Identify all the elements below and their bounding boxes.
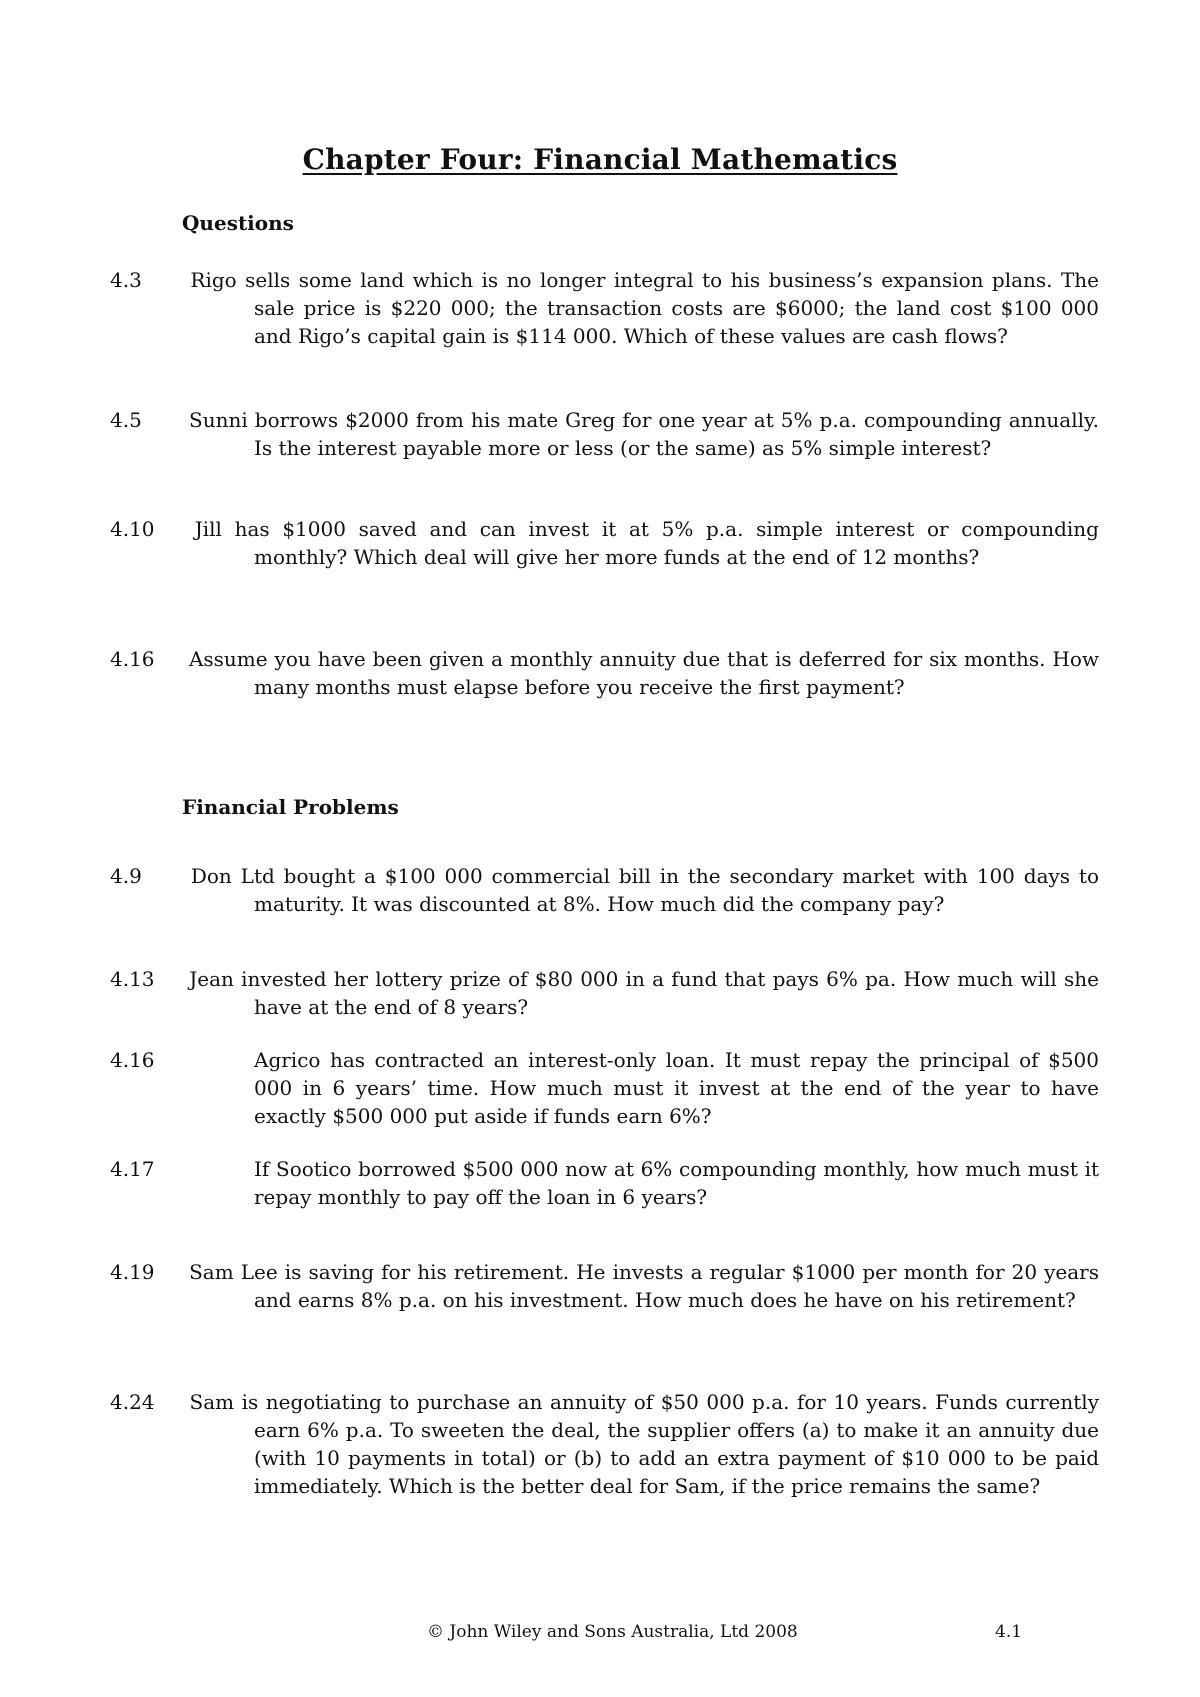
problem-number: 4.16 (110, 1048, 155, 1072)
question-item: 4.5 Sunni borrows $2000 from his mate Greg for one year at 5% p.a. compounding annually. Is the interest payable more or less (or the same) as 5% simple interest? (110, 408, 1099, 460)
chapter-title: Chapter Four: Financial Mathematics (302, 143, 898, 176)
question-item: 4.3 Rigo sells some land which is no longer integral to his business’s expansion plans. The sale price is $220 000; the transaction costs are $6000; the land cost $100 000 and Rigo’s capital gain is $114 000. Which of these values are cash flows? (110, 268, 1100, 348)
question-item: 4.16 Assume you have been given a monthly annuity due that is deferred for six months. How many months must elapse before you receive the first payment? (110, 647, 1099, 699)
problem-text: If Sootico borrowed $500 000 now at 6% compounding monthly, how much must it repay monthly to pay off the loan in 6 years? (254, 1157, 1099, 1209)
problem-item: 4.24 Sam is negotiating to purchase an annuity of $50 000 p.a. for 10 years. Funds currently earn 6% p.a. To sweeten the deal, the supplier offers (a) to make it an annuity due (with 10 payments in total) or (b) to add an extra payment of $10 000 to be paid immediately. Which is the better deal for Sam, if the price remains the same? (110, 1390, 1099, 1498)
problem-text: Don Ltd bought a $100 000 commercial bill in the secondary market with 100 days to maturity. It was discounted at 8%. How much did the company pay? (190, 864, 1099, 916)
problem-item: 4.13 Jean invested her lottery prize of $80 000 in a fund that pays 6% pa. How much will she have at the end of 8 years? (110, 967, 1099, 1019)
question-item: 4.10 Jill has $1000 saved and can invest it at 5% p.a. simple interest or compounding monthly? Which deal will give her more funds at the end of 12 months? (110, 517, 1099, 569)
question-text: Rigo sells some land which is no longer integral to his business’s expansion plans. The sale price is $220 000; the transaction costs are $6000; the land cost $100 000 and Rigo’s capital gain is $114 000. Which of these values are cash flows? (190, 268, 1100, 348)
question-text: Assume you have been given a monthly annuity due that is deferred for six months. How many months must elapse before you receive the first payment? (188, 647, 1099, 699)
page-number: 4.1 (995, 1622, 1023, 1642)
problem-text: Sam Lee is saving for his retirement. He invests a regular $1000 per month for 20 years and earns 8% p.a. on his investment. How much does he have on his retirement? (189, 1260, 1100, 1312)
questions-heading: Questions (182, 211, 294, 235)
problem-item (110, 1155, 1099, 1211)
problem-text: Agrico has contracted an interest-only loan. It must repay the principal of $500 000 in 6 years’ time. How much must it invest at the end of the year to have exactly $500 000 put aside if funds earn 6%? (254, 1048, 1099, 1128)
copyright-footer: © John Wiley and Sons Australia, Ltd 2008 (427, 1622, 798, 1642)
question-text: Sunni borrows $2000 from his mate Greg for one year at 5% p.a. compounding annually. Is the interest payable more or less (or the same) as 5% simple interest? (189, 408, 1099, 460)
problem-text: Sam is negotiating to purchase an annuity of $50 000 p.a. for 10 years. Funds currently earn 6% p.a. To sweeten the deal, the supplier offers (a) to make it an annuity due (with 10 payments in total) or (b) to add an extra payment of $10 000 to be paid immediately. Which is the better deal for Sam, if the price remains the same? (189, 1390, 1099, 1498)
problem-item: 4.19 Sam Lee is saving for his retirement. He invests a regular $1000 per month for 20 years and earns 8% p.a. on his investment. How much does he have on his retirement? (110, 1260, 1100, 1312)
problem-number: 4.17 (110, 1157, 155, 1181)
question-text: Jill has $1000 saved and can invest it at 5% p.a. simple interest or compounding monthly? Which deal will give her more funds at the end of 12 months? (194, 517, 1099, 569)
financial-problems-heading: Financial Problems (182, 795, 399, 819)
problem-text: Jean invested her lottery prize of $80 000 in a fund that pays 6% pa. How much will she have at the end of 8 years? (189, 967, 1099, 1019)
problem-item: 4.9 Don Ltd bought a $100 000 commercial bill in the secondary market with 100 days to maturity. It was discounted at 8%. How much did the company pay? (110, 864, 1099, 916)
problem-item (110, 1046, 1099, 1130)
